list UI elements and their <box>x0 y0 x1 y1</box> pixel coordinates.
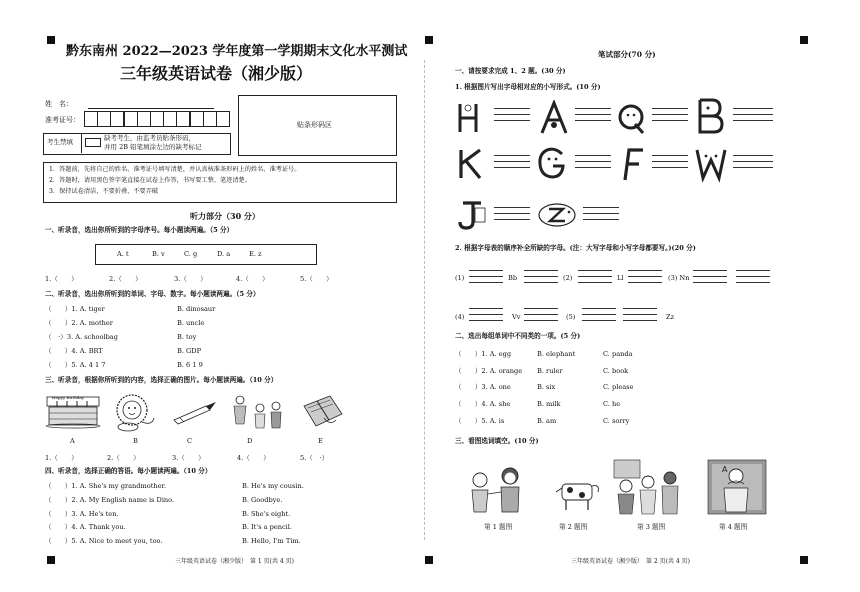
write-line[interactable] <box>583 213 619 214</box>
cake-text: Happy Birthday <box>52 395 85 400</box>
svg-text:A: A <box>722 465 728 474</box>
lion-picture <box>108 392 158 432</box>
picture-label: C <box>187 437 193 445</box>
write-line[interactable] <box>693 276 727 277</box>
exam-no-boxes[interactable] <box>84 111 229 127</box>
write-line[interactable] <box>623 320 657 321</box>
write-line[interactable] <box>494 207 530 208</box>
write-line[interactable] <box>575 108 611 109</box>
write-line[interactable] <box>469 308 503 309</box>
letter-picture-k <box>456 146 486 182</box>
letter-option: D. a <box>217 250 231 258</box>
write-line[interactable] <box>469 320 503 321</box>
picture-label: A <box>70 437 75 445</box>
choice-option-c: C. book <box>603 367 629 375</box>
q2-label: (3) Nn <box>668 274 690 282</box>
write-line[interactable] <box>623 308 657 309</box>
write-line[interactable] <box>524 282 558 283</box>
picture-label: D <box>247 437 253 445</box>
write-line[interactable] <box>494 213 530 214</box>
instruction-line: 1．答题前，先将自己的姓名、准考证号填写清楚，并认真核准条形码上的姓名、准考证号。 <box>49 166 301 173</box>
choice-row[interactable]: （ ）5. A. Nice to meet you, too. <box>45 537 163 545</box>
write-line[interactable] <box>578 270 612 271</box>
choice-option-b: B. uncle <box>177 319 205 327</box>
picture-label: B <box>133 437 138 445</box>
name-label: 姓 名： <box>45 100 73 108</box>
page-footer: 三年级英语试卷（湘少版） 第 2 页(共 4 页) <box>571 558 690 565</box>
instruction-line: 2．答题时，请用黑色签字笔直接在试卷上作答，书写要工整、笔迹清楚。 <box>49 177 251 184</box>
write-line[interactable] <box>469 270 503 271</box>
exam-title: 黔东南州 2022—2023 学年度第一学期期末文化水平测试 <box>66 44 408 59</box>
write-line[interactable] <box>494 120 530 121</box>
write-line[interactable] <box>575 167 611 168</box>
choice-option-b: B. am <box>537 417 557 425</box>
letter-picture-b <box>694 96 726 136</box>
write-line[interactable] <box>469 282 503 283</box>
write-line[interactable] <box>628 270 662 271</box>
write-line[interactable] <box>693 282 727 283</box>
q2-label: (1) <box>455 274 465 282</box>
choice-option-b: B. It's a pencil. <box>242 523 292 531</box>
write-line[interactable] <box>652 114 688 115</box>
write-line[interactable] <box>652 155 688 156</box>
picture-caption: 第 4 题图 <box>719 523 748 531</box>
choice-row[interactable]: （ ）5. A. 4 1 7 <box>45 361 106 369</box>
absent-note-1: 缺考考生，由监考员贴条形码， <box>104 134 195 142</box>
write-line[interactable] <box>494 167 530 168</box>
section-heading: 二、听录音，选出你所听到的单词、字母、数字。每小题读两遍。（5 分） <box>45 290 260 298</box>
write-line[interactable] <box>524 276 558 277</box>
answer-blank[interactable]: 3.（ ） <box>174 275 207 283</box>
write-line[interactable] <box>583 219 619 220</box>
write-line[interactable] <box>733 108 773 109</box>
write-line[interactable] <box>494 155 530 156</box>
registration-mark <box>47 36 55 44</box>
choice-option-b: B. GDP <box>177 347 202 355</box>
choice-row[interactable]: （ ）5. A. is <box>455 417 505 425</box>
choice-row[interactable]: （ ）1. A. egg <box>455 350 512 358</box>
picture-label: E <box>318 437 323 445</box>
choice-row[interactable]: （ ）1. A. She's my grandmother. <box>45 482 167 490</box>
answer-blank[interactable]: 5.（ ） <box>300 275 333 283</box>
choice-option-c: C. sorry <box>603 417 630 425</box>
choice-row[interactable]: （ ）2. A. My English name is Dino. <box>45 496 175 504</box>
choice-option-b: B. He's my cousin. <box>242 482 304 490</box>
write-line[interactable] <box>628 276 662 277</box>
write-line[interactable] <box>652 161 688 162</box>
choice-option-b: B. six <box>537 383 556 391</box>
q2-letter: Zz <box>666 313 675 321</box>
write-line[interactable] <box>578 282 612 283</box>
write-line[interactable] <box>652 108 688 109</box>
exam-no-label: 准考证号： <box>45 116 80 124</box>
write-line[interactable] <box>578 276 612 277</box>
write-line[interactable] <box>582 308 616 309</box>
write-line[interactable] <box>524 320 558 321</box>
barcode-area-label: 贴条形码区 <box>297 121 332 129</box>
listening-title: 听力部分（30 分） <box>190 211 260 221</box>
choice-row[interactable]: （ ）2. A. mother <box>45 319 113 327</box>
question-heading: 1. 根据图片写出字母相对应的小写形式。(10 分) <box>455 83 601 91</box>
letter-picture-a <box>539 100 569 136</box>
choice-row[interactable]: （ ）4. A. she <box>455 400 511 408</box>
write-line[interactable] <box>652 120 688 121</box>
letter-picture-h <box>456 100 486 136</box>
question-heading: 2. 根据字母表的顺序补全所缺的字母。(注：大写字母和小写字母都要写。)(20 分) <box>455 244 696 252</box>
choice-option-b: B. elephant <box>537 350 576 358</box>
section-heading: 三、听录音，根据你所听到的内容，选择正确的图片。每小题读两遍。（10 分） <box>45 376 278 384</box>
q2-label: (5) <box>566 313 576 321</box>
choice-row[interactable]: （ ）3. A. He's ten. <box>45 510 119 518</box>
write-line[interactable] <box>733 161 773 162</box>
answer-blank[interactable]: 1.（ ） <box>45 454 78 462</box>
write-line[interactable] <box>582 314 616 315</box>
q2-label: (4) <box>455 313 465 321</box>
write-line[interactable] <box>575 161 611 162</box>
page-footer: 三年级英语试卷（湘少版） 第 1 页(共 4 页) <box>175 558 294 565</box>
registration-mark <box>800 556 808 564</box>
choice-row[interactable]: （ ）1. A. tiger <box>45 305 105 313</box>
choice-option-b: B. toy <box>177 333 197 341</box>
choice-option-c: C. he <box>603 400 621 408</box>
letter-picture-j <box>455 198 489 232</box>
write-line[interactable] <box>693 270 727 271</box>
answer-blank[interactable]: 3.（ ） <box>172 454 205 462</box>
write-line[interactable] <box>733 120 773 121</box>
write-line[interactable] <box>736 282 770 283</box>
write-line[interactable] <box>583 207 619 208</box>
section-heading: 一、听录音，选出你所听到的字母序号。每小题读两遍。（5 分） <box>45 226 234 234</box>
choice-row[interactable]: （ ）2. A. orange <box>455 367 523 375</box>
answer-blank[interactable]: 2.（ ） <box>109 275 142 283</box>
forbidden-label: 考生禁填 <box>47 138 73 146</box>
letter-picture-g <box>535 144 569 184</box>
write-line[interactable] <box>733 167 773 168</box>
write-line[interactable] <box>469 314 503 315</box>
write-line[interactable] <box>733 114 773 115</box>
q2-label: (2) <box>563 274 573 282</box>
choice-option-b: B. Hello, I'm Tim. <box>242 537 301 545</box>
fold-line <box>424 60 425 540</box>
letter-option: E. z <box>249 250 262 258</box>
absent-note-2: 并用 2B 铅笔填涂左边的缺考标记 <box>104 143 202 151</box>
choice-option-b: B. milk <box>537 400 561 408</box>
write-line[interactable] <box>628 282 662 283</box>
choice-option-b: B. Goodbye. <box>242 496 283 504</box>
write-line[interactable] <box>582 320 616 321</box>
write-line[interactable] <box>652 167 688 168</box>
absent-mark-box[interactable] <box>85 138 101 147</box>
question-4-picture <box>706 458 768 516</box>
question-1-picture <box>466 462 528 516</box>
q2-letter: Vv <box>512 313 521 321</box>
registration-mark <box>800 36 808 44</box>
exam-subtitle: 三年级英语试卷（湘少版） <box>120 64 313 83</box>
section-heading: 三、看图选词填空。(10 分) <box>455 437 539 445</box>
gift-box-picture <box>300 392 346 432</box>
write-line[interactable] <box>575 114 611 115</box>
write-line[interactable] <box>494 161 530 162</box>
write-line[interactable] <box>736 270 770 271</box>
instruction-line: 3．保持试卷清洁，不要折叠、不要弄破 <box>49 188 159 195</box>
registration-mark <box>425 36 433 44</box>
letter-picture-w <box>694 144 728 184</box>
written-title: 笔试部分(70 分) <box>598 50 656 59</box>
write-line[interactable] <box>494 108 530 109</box>
choice-option-b: B. 6 1 9 <box>177 361 203 369</box>
choice-option-b: B. ruler <box>537 367 563 375</box>
q2-letter: Bb <box>508 274 518 282</box>
letter-option: C. g <box>184 250 198 258</box>
write-line[interactable] <box>733 155 773 156</box>
answer-blank[interactable]: 5.（ ·） <box>300 454 329 462</box>
family-picture <box>228 392 286 432</box>
registration-mark <box>47 556 55 564</box>
section-heading: 四、听录音，选择正确的答语。每小题读两遍。（10 分） <box>45 467 212 475</box>
picture-caption: 第 2 题图 <box>559 523 588 531</box>
write-line[interactable] <box>524 308 558 309</box>
choice-row[interactable]: （ ）4. A. BRT <box>45 347 103 355</box>
question-3-picture <box>612 458 682 516</box>
choice-option-c: C. panda <box>603 350 633 358</box>
write-line[interactable] <box>524 314 558 315</box>
registration-mark <box>425 556 433 564</box>
letter-picture-z <box>537 200 577 230</box>
answer-blank[interactable]: 4.（ ） <box>236 275 269 283</box>
question-2-picture <box>552 476 602 514</box>
letter-option: B. v <box>152 250 165 258</box>
section-heading: 一、请按要求完成 1、2 题。(30 分) <box>455 67 566 75</box>
choice-option-c: C. please <box>603 383 634 391</box>
picture-caption: 第 3 题图 <box>637 523 666 531</box>
choice-row[interactable]: （ ）4. A. Thank you. <box>45 523 126 531</box>
choice-option-b: B. She's eight. <box>242 510 291 518</box>
letter-option: A. t <box>117 250 129 258</box>
write-line[interactable] <box>524 270 558 271</box>
letter-picture-f <box>617 146 647 182</box>
picture-caption: 第 1 题图 <box>484 523 513 531</box>
write-line[interactable] <box>494 114 530 115</box>
write-line[interactable] <box>575 155 611 156</box>
choice-row[interactable]: （ ·）3. A. schoolbag <box>45 333 118 341</box>
section-heading: 二、选出每组单词中不同类的一项。(5 分) <box>455 332 581 340</box>
letter-picture-q <box>617 100 647 136</box>
write-line[interactable] <box>469 276 503 277</box>
answer-blank[interactable]: 4.（ ） <box>237 454 270 462</box>
write-line[interactable] <box>494 219 530 220</box>
pen-picture <box>170 400 220 426</box>
write-line[interactable] <box>623 314 657 315</box>
write-line[interactable] <box>736 276 770 277</box>
choice-row[interactable]: （ ）3. A. one <box>455 383 511 391</box>
answer-blank[interactable]: 2.（ ） <box>107 454 140 462</box>
choice-option-b: B. dinosaur <box>177 305 216 313</box>
name-field[interactable] <box>88 99 214 109</box>
write-line[interactable] <box>575 120 611 121</box>
answer-blank[interactable]: 1.（ ） <box>45 275 78 283</box>
q2-letter: Ll <box>617 274 624 282</box>
